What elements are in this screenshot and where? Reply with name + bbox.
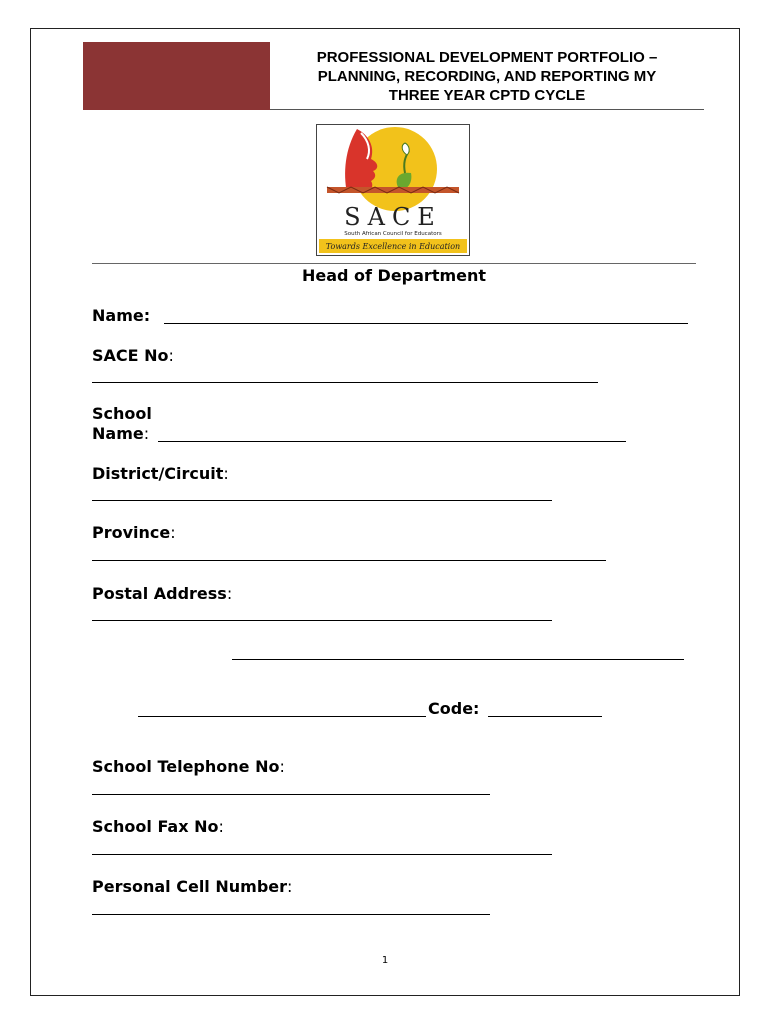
telephone-label-text: School Telephone No	[92, 757, 280, 776]
district-colon: :	[223, 464, 229, 483]
postal-address-line-3[interactable]	[138, 716, 426, 717]
postal-address-line-2[interactable]	[232, 659, 684, 660]
school-name-label-text-2: Name	[92, 424, 144, 443]
postal-address-line-1[interactable]	[92, 620, 552, 621]
title-line-2: PLANNING, RECORDING, AND REPORTING MY	[317, 68, 657, 85]
header-color-block	[83, 42, 270, 110]
section-heading: Head of Department	[301, 266, 487, 285]
province-label-text: Province	[92, 523, 171, 542]
school-name-colon: :	[143, 424, 150, 443]
fax-label	[92, 817, 224, 837]
name-label	[92, 306, 150, 326]
woven-band-icon	[327, 187, 459, 193]
province-colon: :	[170, 523, 176, 542]
province-label	[92, 523, 176, 543]
telephone-line[interactable]	[92, 794, 490, 795]
fax-line[interactable]	[92, 854, 552, 855]
district-label-text: District/Circuit	[92, 464, 224, 483]
school-name-line[interactable]	[158, 441, 626, 442]
code-label-text: Code:	[428, 699, 480, 718]
telephone-label	[92, 757, 285, 777]
sace-no-label	[92, 346, 174, 366]
cell-label-text: Personal Cell Number	[92, 877, 288, 896]
district-label	[92, 464, 229, 484]
postal-address-label-text: Postal Address	[92, 584, 227, 603]
telephone-colon: :	[279, 757, 285, 776]
title-line-3: THREE YEAR CPTD CYCLE	[388, 87, 586, 104]
logo-subtitle: South African Council for Educators	[344, 231, 442, 237]
logo-wordmark: SACE	[344, 203, 442, 231]
postal-address-label	[92, 584, 232, 604]
fax-label-text: School Fax No	[92, 817, 219, 836]
logo-tagline: Towards Excellence in Education	[325, 242, 461, 251]
school-name-label-1	[92, 404, 152, 424]
postal-address-colon: :	[226, 584, 233, 603]
page-number: 1	[381, 955, 389, 966]
sace-logo	[316, 124, 470, 256]
school-name-label-2	[92, 424, 149, 444]
fax-colon: :	[218, 817, 224, 836]
name-label-text: Name:	[92, 306, 151, 325]
province-line[interactable]	[92, 560, 606, 561]
code-line[interactable]	[488, 716, 602, 717]
code-label	[428, 699, 479, 719]
section-rule	[92, 263, 696, 264]
document-title	[270, 48, 704, 105]
cell-colon: :	[287, 877, 293, 896]
name-line[interactable]	[164, 323, 688, 324]
header-rule	[270, 109, 704, 110]
cell-line[interactable]	[92, 914, 490, 915]
cell-label	[92, 877, 292, 897]
sace-no-label-text: SACE No	[92, 346, 169, 365]
sace-logo-graphic	[317, 125, 469, 255]
title-line-1: PROFESSIONAL DEVELOPMENT PORTFOLIO –	[316, 49, 658, 66]
district-line[interactable]	[92, 500, 552, 501]
school-name-label-text-1: School	[92, 404, 152, 423]
sace-no-line[interactable]	[92, 382, 598, 383]
sace-no-colon: :	[168, 346, 174, 365]
